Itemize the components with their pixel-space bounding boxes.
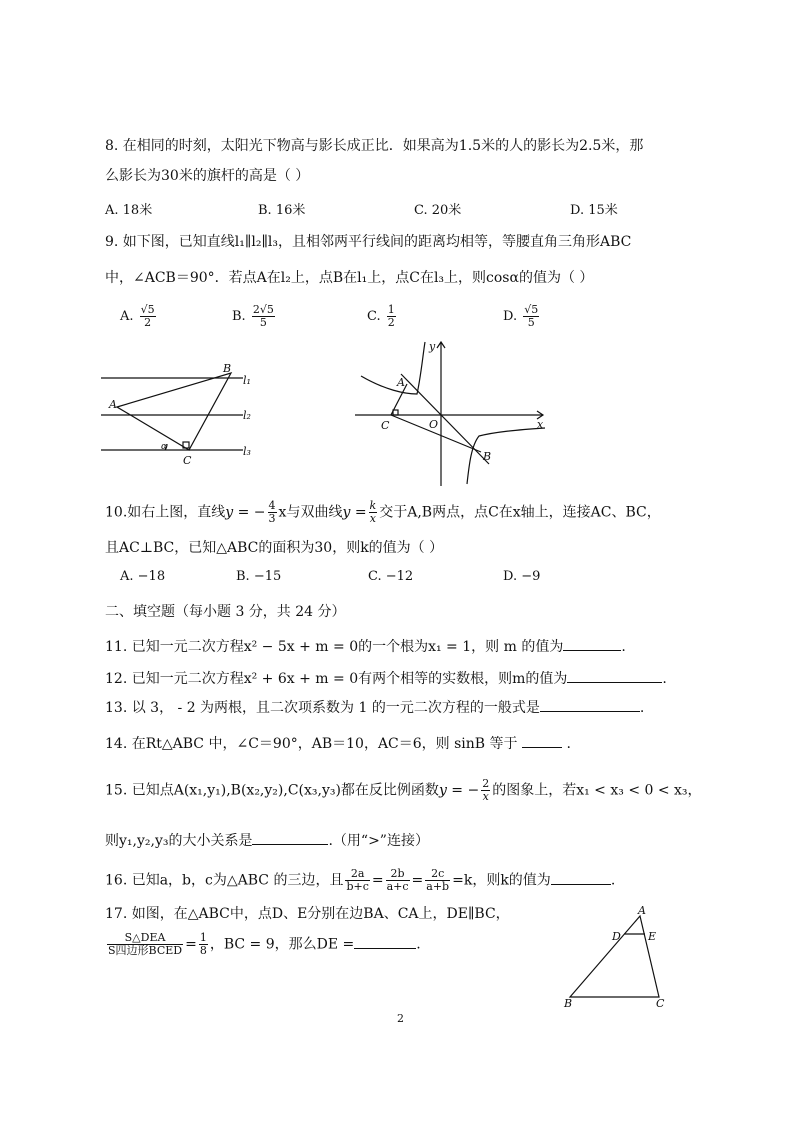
q8-option-c: C. 20米 [414,203,462,218]
q10-option-d: D. −9 [503,569,541,584]
q11-answer-blank[interactable] [563,636,621,651]
q10-option-b: B. −15 [236,569,282,584]
figure-parallel-lines [95,360,265,470]
label-l3: l₃ [243,445,251,458]
q16: 16. 已知a，b，c为△ABC 的三边，且 $\frac{2a}{b+c}$ = $\frac{2b}{a+c}$ = $\frac{2c}{a+b}$ =k，则k的值为 . [105,867,616,893]
q17-line1: 17. 如图，在△ABC中，点D、E分别在边BA、CA上，DE∥BC， [105,906,510,922]
q15-line2: 则y₁,y₂,y₃的大小关系是 .（用“>”连接） [105,830,429,851]
hyperbola-upper-left [361,342,425,394]
label-e: E [648,930,657,943]
q13: 13. 以 3， - 2 为两根，且二次项系数为 1 的一元二次方程的一般式是 . [105,697,644,718]
q8-option-b: B. 16米 [258,203,306,218]
q9-line2: 中，∠ACB＝90°．若点A在l₂上，点B在l₁上，点C在l₃上，则cosα的值为（ ） [105,270,594,286]
label-b: B [483,450,492,463]
figure-hyperbola [355,336,555,488]
q9-option-b: B. $\frac{2√5}{5}$ [232,303,274,329]
section-heading: 二、填空题（每小题 3 分，共 24 分） [105,604,346,620]
figure-triangle-de-parallel-bc [562,904,682,1010]
q10-option-c: C. −12 [368,569,414,584]
label-a: A [397,376,405,389]
triangle-abc [570,916,659,997]
q12-answer-blank[interactable] [567,668,662,683]
hyperbola-lower-right [467,428,545,484]
q11: 11. 已知一元二次方程x² − 5x + m = 0的一个根为x₁ = 1，则 m 的值为 . [105,636,626,657]
label-o: O [429,418,439,431]
q8-option-d: D. 15米 [570,203,618,218]
q15-line1: 15. 已知点A(x₁,y₁),B(x₂,y₂),C(x₃,y₃)都在反比例函数y = − $\frac{2}{x}$ 的图象上，若x₁ < x₃ < 0 < x₃， [105,777,702,803]
label-a: A [638,904,646,917]
q9-option-d: D. $\frac{√5}{5}$ [503,303,539,329]
label-y: y [429,340,436,353]
q17-answer-blank[interactable] [354,934,416,949]
q17-line2: $\frac{\text{S△DEA}}{\text{S四边形BCED}}$ = $\frac{1}{8}$ ，BC = 9，那么DE = . [108,931,421,957]
label-l2: l₂ [243,409,251,422]
q9-line1: 9. 如下图，已知直线l₁∥l₂∥l₃，且相邻两平行线间的距离均相等，等腰直角三角形ABC [105,234,632,250]
label-c: C [656,997,665,1010]
q12: 12. 已知一元二次方程x² + 6x + m = 0有两个相等的实数根，则m的值为 . [105,668,667,689]
q9-option-c: C. $\frac{1}{2}$ [367,303,395,329]
page-number: 2 [397,1012,404,1025]
label-alpha: α [161,442,168,452]
label-b: B [223,362,232,375]
label-d: D [612,930,621,943]
q13-answer-blank[interactable] [540,697,640,712]
q16-answer-blank[interactable] [551,870,611,885]
label-c: C [381,419,390,432]
q8-option-a: A. 18米 [105,203,153,218]
q8-line2: 么影长为30米的旗杆的高是（ ） [105,168,310,184]
q10-line1: 10.如右上图，直线y = − $\frac{4}{3}$ x与双曲线y = $\frac{k}{x}$ 交于A,B两点，点C在x轴上，连接AC、BC， [105,499,661,525]
q8-line1: 8. 在相同的时刻，太阳光下物高与影长成正比．如果高为1.5米的人的影长为2.5米，那 [105,138,644,154]
q10-line2: 且AC⊥BC，已知△ABC的面积为30，则k的值为（ ） [105,540,444,556]
label-b: B [564,997,573,1010]
q15-answer-blank[interactable] [252,830,328,845]
q9-option-a: A. $\frac{√5}{2}$ [120,303,155,329]
triangle-abc [117,373,231,450]
q14-answer-blank[interactable] [522,733,562,748]
label-l1: l₁ [243,374,251,387]
q14: 14. 在Rt△ABC 中，∠C＝90°，AB＝10，AC＝6，则 sinB 等于 . [105,733,571,754]
q10-option-a: A. −18 [120,569,166,584]
label-a: A [109,398,117,411]
label-c: C [183,454,192,467]
label-x: x [537,418,544,431]
